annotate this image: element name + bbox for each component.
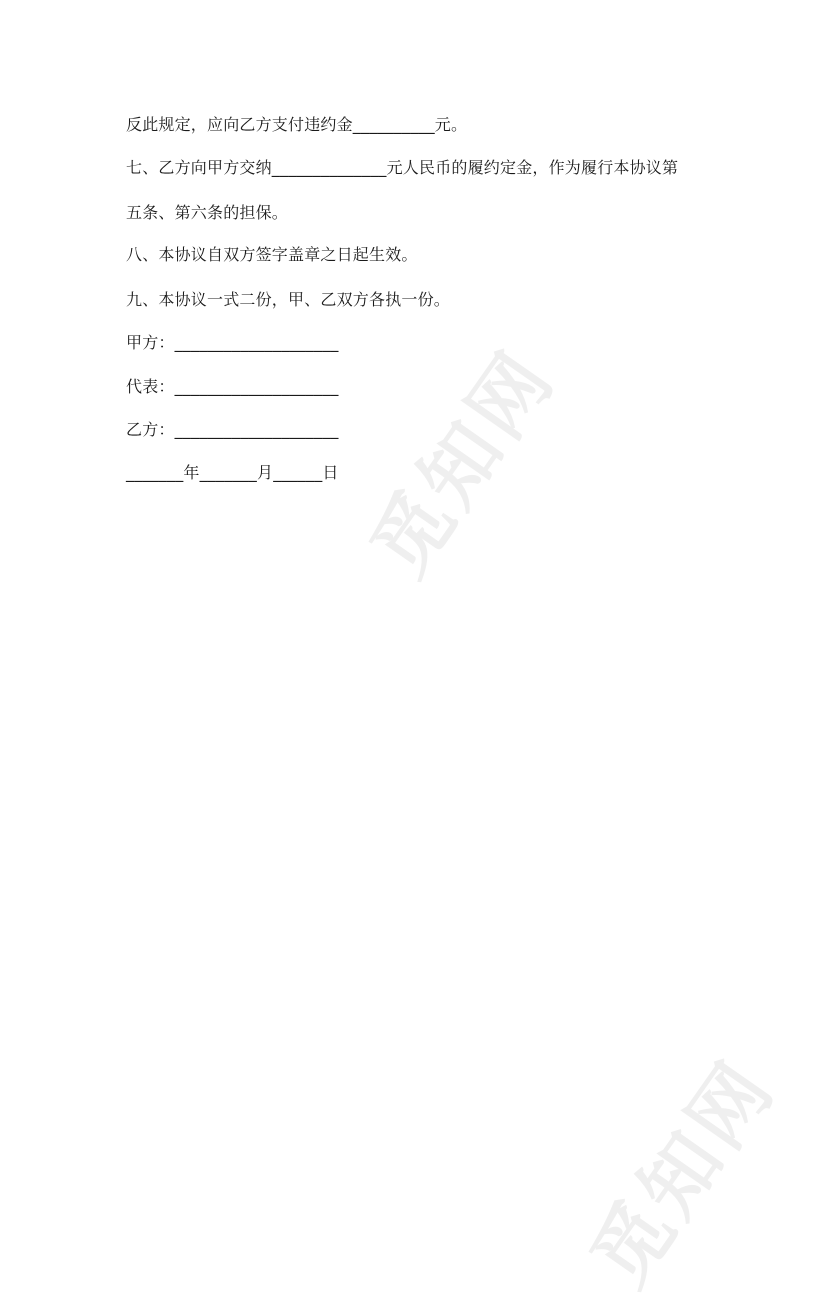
signature-party-a: 甲方：____________________ <box>126 333 339 352</box>
signature-date: _______年_______月______日 <box>126 463 339 482</box>
signature-representative: 代表：____________________ <box>126 377 339 396</box>
watermark-logo: 觅知网 <box>354 333 574 592</box>
paragraph-penalty-clause: 反此规定，应向乙方支付违约金__________元。 <box>126 115 468 134</box>
paragraph-clause-nine: 九、本协议一式二份，甲、乙双方各执一份。 <box>126 290 451 309</box>
signature-party-b: 乙方：____________________ <box>126 420 339 439</box>
paragraph-clause-seven-continued: 五条、第六条的担保。 <box>126 203 289 222</box>
paragraph-clause-eight: 八、本协议自双方签字盖章之日起生效。 <box>126 245 418 264</box>
paragraph-clause-seven: 七、乙方向甲方交纳______________元人民币的履约定金，作为履行本协议第 <box>126 158 679 177</box>
watermark-logo: 觅知网 <box>574 1043 794 1302</box>
